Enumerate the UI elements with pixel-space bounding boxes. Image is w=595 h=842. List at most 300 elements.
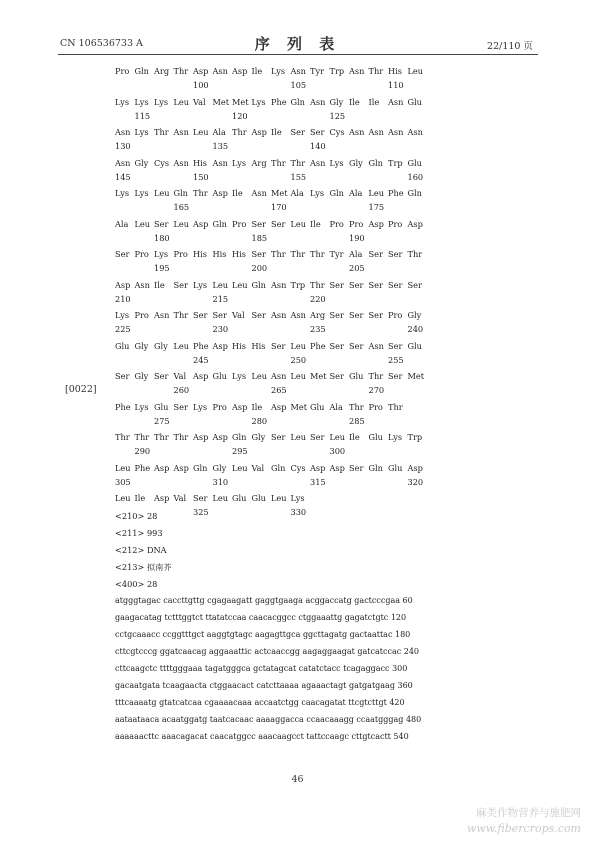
- residue: Asn: [310, 96, 326, 107]
- residue: Phe: [193, 340, 209, 351]
- residue: Ser: [193, 493, 208, 503]
- position-number: 220: [310, 293, 326, 304]
- residue: Met: [212, 96, 230, 107]
- residue: Ser: [310, 432, 325, 442]
- position-number: 190: [349, 232, 365, 243]
- residue: Glu: [115, 340, 130, 351]
- residue: Pro: [388, 310, 403, 320]
- residue: Thr: [310, 279, 325, 290]
- residue: Cys: [154, 157, 170, 168]
- residue: Asp: [115, 279, 131, 290]
- position-number: 170: [271, 202, 287, 212]
- residue: Pro: [388, 218, 403, 229]
- residue: Ile: [154, 279, 165, 290]
- position-number: 155: [290, 171, 307, 182]
- residue: His: [251, 340, 266, 351]
- residue: Asn: [368, 127, 384, 137]
- residue: Asp: [251, 127, 267, 137]
- residue: Thr: [290, 157, 306, 168]
- residue: Asn: [349, 127, 365, 137]
- seq-meta-212: <212> DNA: [115, 545, 167, 555]
- residue: Lys: [115, 96, 130, 107]
- residue: Tyr: [310, 66, 325, 76]
- residue: Thr: [173, 310, 189, 320]
- residue: Val: [173, 371, 187, 381]
- dna-line: gaagacatag tctttggtct ttatatccaa caacacggcc ctggaaattg gagatctgtc 120: [115, 613, 407, 622]
- residue: Pro: [212, 401, 227, 412]
- residue: Asn: [212, 66, 228, 76]
- residue: Ser: [115, 249, 130, 259]
- residue: Leu: [329, 432, 346, 442]
- residue: Thr: [154, 127, 169, 137]
- residue: Ser: [368, 279, 383, 290]
- page-title: 序 列 表: [254, 35, 341, 53]
- residue: Lys: [232, 371, 247, 381]
- residue: Arg: [310, 310, 326, 320]
- residue: Leu: [134, 218, 151, 229]
- residue: Thr: [407, 249, 423, 259]
- position-number: 310: [212, 476, 229, 487]
- residue: Ser: [154, 218, 169, 229]
- residue: Gln: [232, 432, 247, 442]
- residue: Glu: [212, 371, 227, 381]
- residue: Asp: [232, 401, 248, 412]
- position-number: 125: [329, 110, 346, 121]
- residue: Ser: [329, 310, 344, 320]
- position-number: 285: [349, 415, 365, 426]
- residue: Ile: [368, 96, 380, 107]
- residue: Asn: [173, 157, 189, 168]
- residue: Ala: [212, 127, 226, 137]
- position-number: 160: [407, 171, 424, 182]
- dna-line: cttcaagctc ttttgggaaa tagatgggca gctatagcat catatctacc tcagaggacc 300: [115, 664, 408, 673]
- residue: Ser: [251, 310, 266, 320]
- residue: Arg: [154, 66, 170, 76]
- residue: Lys: [134, 96, 149, 107]
- position-number: 195: [154, 263, 170, 273]
- residue: Pro: [134, 310, 149, 320]
- dna-line: aataataaca acaatggatg taatcacaac aaaaggacca ccaacaaagg ccaatgggag 480: [115, 715, 422, 724]
- residue: Asn: [310, 157, 326, 168]
- residue: His: [388, 66, 402, 76]
- residue: Gly: [134, 157, 149, 168]
- position-number: 210: [115, 293, 131, 304]
- residue: Gln: [212, 218, 227, 229]
- position-number: 240: [407, 324, 424, 334]
- residue: Asn: [271, 279, 287, 290]
- residue: Gln: [368, 462, 383, 473]
- residue: Thr: [368, 66, 384, 76]
- residue: Thr: [154, 432, 169, 442]
- position-number: 270: [368, 385, 385, 395]
- residue: Asn: [271, 371, 287, 381]
- position-number: 205: [349, 263, 365, 273]
- residue: Leu: [173, 218, 190, 229]
- seq-meta-400: <400> 28: [115, 579, 158, 589]
- residue: Ser: [115, 371, 130, 381]
- residue: Ala: [290, 188, 304, 198]
- residue: Asn: [115, 127, 131, 137]
- residue: Ser: [368, 310, 383, 320]
- residue: Pro: [173, 249, 188, 259]
- residue: Cys: [290, 462, 306, 473]
- residue: Leu: [251, 371, 268, 381]
- residue: Thr: [115, 432, 130, 442]
- residue: Lys: [290, 493, 305, 503]
- position-number: 235: [310, 324, 326, 334]
- residue: Ser: [271, 218, 286, 229]
- residue: Pro: [349, 218, 364, 229]
- residue: Lys: [154, 96, 169, 107]
- residue: Met: [407, 371, 425, 381]
- position-number: 320: [407, 476, 424, 487]
- residue: Pro: [329, 218, 344, 229]
- residue: Asn: [368, 340, 384, 351]
- residue: Leu: [193, 127, 209, 137]
- residue: His: [232, 249, 246, 259]
- residue: Asp: [407, 218, 423, 229]
- position-number: 140: [310, 141, 326, 151]
- residue: Val: [232, 310, 245, 320]
- residue: Pro: [134, 249, 149, 259]
- residue: Glu: [407, 157, 422, 168]
- residue: Asp: [154, 493, 170, 503]
- residue: His: [232, 340, 246, 351]
- residue: Glu: [251, 493, 266, 503]
- residue: Gln: [173, 188, 188, 198]
- residue: Met: [290, 401, 308, 412]
- position-number: 115: [134, 110, 151, 121]
- position-number: 330: [290, 507, 307, 517]
- residue: Trp: [407, 432, 423, 442]
- watermark: [467, 805, 581, 837]
- residue: Asp: [329, 462, 345, 473]
- residue: Asn: [388, 96, 404, 107]
- residue: Ile: [271, 127, 282, 137]
- residue: Ser: [329, 279, 344, 290]
- residue: Asp: [193, 432, 209, 442]
- residue: Asn: [154, 310, 170, 320]
- residue: Gly: [329, 96, 344, 107]
- residue: Phe: [310, 340, 326, 351]
- residue: Ile: [310, 218, 321, 229]
- residue: Gly: [134, 340, 149, 351]
- residue: Asp: [368, 218, 384, 229]
- residue: Ser: [388, 371, 403, 381]
- residue: Leu: [290, 432, 307, 442]
- residue: Thr: [134, 432, 150, 442]
- residue: Val: [173, 493, 187, 503]
- dna-line: cttcgtcccg ggatcaacag aggaaattic actcaaccgg aagaggaagat gatcatccac 240: [115, 647, 420, 656]
- residue: Leu: [290, 340, 307, 351]
- residue: Asp: [310, 462, 326, 473]
- dna-line: tttcaaaatg gtatcatcaa cgaaaacaaa accaatctgg caacagatat ttcgtcttgt 420: [115, 698, 405, 707]
- residue: Thr: [290, 249, 306, 259]
- position-number: 150: [193, 171, 209, 182]
- residue: Leu: [232, 462, 248, 473]
- residue: Gln: [368, 157, 383, 168]
- residue: Ser: [368, 249, 383, 259]
- residue: Lys: [134, 401, 149, 412]
- position-number: 315: [310, 476, 326, 487]
- position-number: 245: [193, 354, 209, 365]
- residue: Cys: [329, 127, 345, 137]
- residue: Ser: [290, 127, 305, 137]
- residue: Glu: [349, 371, 364, 381]
- residue: Ser: [251, 218, 266, 229]
- residue: Met: [232, 96, 249, 107]
- residue: Trp: [290, 279, 306, 290]
- residue: Gln: [290, 96, 305, 107]
- residue: Asn: [173, 127, 189, 137]
- residue: Lys: [154, 249, 169, 259]
- position-number: 180: [154, 232, 170, 243]
- residue: Ser: [251, 249, 266, 259]
- position-number: 215: [212, 293, 229, 304]
- position-number: 275: [154, 415, 170, 426]
- residue: Thr: [368, 371, 384, 381]
- residue: Leu: [115, 462, 131, 473]
- residue: Asp: [212, 340, 228, 351]
- position-number: 145: [115, 171, 131, 182]
- residue: Asp: [173, 462, 189, 473]
- seq-meta-213: <213> 拟南芥: [115, 562, 172, 572]
- residue: Thr: [310, 249, 325, 259]
- position-number: 230: [212, 324, 229, 334]
- watermark-text: 麻类作物营养与施肥网: [476, 807, 581, 819]
- dna-line: cctgcaaacc ccggtttgct aaggtgtagc aagagttgca ggcttagatg gactaattac 180: [115, 630, 411, 639]
- position-number: 110: [388, 80, 404, 90]
- residue: Gln: [251, 279, 266, 290]
- residue: Glu: [310, 401, 325, 412]
- residue: Ala: [329, 401, 343, 412]
- residue: Tyr: [329, 249, 344, 259]
- residue: Asn: [290, 310, 306, 320]
- residue: Arg: [251, 157, 267, 168]
- residue: Gln: [407, 188, 422, 198]
- residue: Met: [310, 371, 327, 381]
- residue: Phe: [115, 401, 131, 412]
- position-number: 255: [388, 354, 404, 365]
- residue: Ile: [232, 188, 243, 198]
- position-number: 250: [290, 354, 307, 365]
- residue: Ser: [349, 279, 364, 290]
- residue: Ser: [349, 340, 364, 351]
- residue: Asn: [212, 157, 228, 168]
- residue: Gly: [349, 157, 363, 168]
- residue: Lys: [271, 66, 286, 76]
- position-number: 105: [290, 80, 307, 90]
- residue: Thr: [271, 249, 286, 259]
- residue: Leu: [115, 493, 131, 503]
- residue: Thr: [232, 127, 247, 137]
- residue: Gln: [329, 188, 344, 198]
- residue: Thr: [388, 401, 403, 412]
- seq-meta-211: <211> 993: [115, 528, 163, 538]
- position-number: 165: [173, 202, 190, 212]
- residue: Leu: [368, 188, 385, 198]
- residue: Phe: [388, 188, 404, 198]
- residue: Asp: [212, 188, 228, 198]
- residue: Leu: [173, 340, 190, 351]
- residue: Thr: [173, 66, 189, 76]
- position-number: 290: [134, 446, 151, 456]
- position-number: 130: [115, 141, 131, 151]
- residue: Ile: [134, 493, 146, 503]
- position-number: 200: [251, 263, 268, 273]
- residue: Asp: [271, 401, 287, 412]
- position-number: 175: [368, 202, 385, 212]
- residue: Asp: [407, 462, 423, 473]
- residue: Lys: [115, 310, 130, 320]
- residue: Leu: [173, 96, 190, 107]
- residue: Ser: [407, 279, 422, 290]
- dna-line: aaaaaacttc aaacagacat caacatggcc aaacaagcct tattccaagc cttgtcactt 540: [115, 732, 409, 741]
- residue: Gly: [134, 371, 149, 381]
- position-number: 295: [232, 446, 248, 456]
- residue: Ala: [115, 218, 129, 229]
- residue: Thr: [271, 157, 286, 168]
- residue: Met: [271, 188, 288, 198]
- residue: Asp: [232, 66, 248, 76]
- residue: Gln: [271, 462, 286, 473]
- residue: Asn: [407, 127, 423, 137]
- page-number: 46: [291, 774, 304, 785]
- residue: Ser: [388, 279, 403, 290]
- dna-line: atgggtagac caccttgttg cgagaagatt gaggtgaaga acggaccatg gactcccgaa 60: [115, 596, 413, 605]
- page-indicator: 22/110 页: [487, 41, 533, 52]
- residue: Glu: [407, 340, 422, 351]
- residue: Gly: [212, 462, 227, 473]
- residue: Lys: [193, 401, 208, 412]
- position-number: 325: [193, 507, 209, 517]
- residue: Glu: [368, 432, 383, 442]
- residue: Thr: [349, 401, 364, 412]
- residue: Gly: [154, 340, 168, 351]
- residue: Ala: [349, 188, 363, 198]
- residue: Asn: [388, 127, 404, 137]
- residue: Lys: [251, 96, 266, 107]
- residue: Lys: [193, 279, 208, 290]
- residue: Ser: [271, 432, 286, 442]
- residue: Ser: [349, 462, 364, 473]
- residue: Val: [251, 462, 265, 473]
- residue: Ser: [310, 127, 325, 137]
- position-number: 225: [115, 324, 131, 334]
- residue: Ser: [154, 371, 169, 381]
- residue: Leu: [232, 279, 248, 290]
- residue: Ile: [251, 401, 263, 412]
- residue: Asp: [193, 371, 209, 381]
- residue: Glu: [232, 493, 247, 503]
- residue: Trp: [388, 157, 403, 168]
- residue: Val: [193, 96, 206, 107]
- residue: Lys: [388, 432, 403, 442]
- header-rule: [58, 54, 538, 55]
- position-number: 260: [173, 385, 190, 395]
- residue: Asn: [290, 66, 306, 76]
- residue: Pro: [368, 401, 383, 412]
- residue: Thr: [193, 188, 208, 198]
- residue: Leu: [154, 188, 170, 198]
- residue: Ser: [329, 340, 344, 351]
- seq-meta-210: <210> 28: [115, 511, 158, 521]
- residue: Asp: [193, 66, 209, 76]
- position-number: 265: [271, 385, 287, 395]
- residue: Leu: [290, 371, 307, 381]
- residue: Ser: [388, 340, 403, 351]
- residue: Trp: [329, 66, 345, 76]
- residue: His: [193, 249, 207, 259]
- residue: His: [212, 249, 227, 259]
- residue: Ser: [212, 310, 227, 320]
- residue: Ser: [271, 340, 286, 351]
- residue: Asn: [134, 279, 150, 290]
- residue: Ala: [349, 249, 363, 259]
- position-number: 120: [232, 110, 248, 121]
- position-number: 100: [193, 80, 209, 90]
- residue: His: [193, 157, 207, 168]
- position-number: 185: [251, 232, 268, 243]
- residue: Lys: [310, 188, 325, 198]
- residue: Ile: [251, 66, 263, 76]
- residue: Lys: [115, 188, 130, 198]
- residue: Asp: [212, 432, 228, 442]
- residue: Ser: [329, 371, 344, 381]
- residue: Leu: [212, 493, 229, 503]
- residue: Leu: [407, 66, 424, 76]
- paragraph-number: [0022]: [65, 384, 97, 395]
- residue: Leu: [290, 218, 307, 229]
- residue: Pro: [232, 218, 247, 229]
- dna-line: gacaatgata tcaagaacta ctggaacact catcttaaaa agaaactagt gatgatgaag 360: [115, 681, 413, 690]
- residue: Asp: [154, 462, 170, 473]
- position-number: 135: [212, 141, 229, 151]
- residue: Asn: [115, 157, 131, 168]
- residue: Ser: [193, 310, 208, 320]
- residue: Gln: [193, 462, 208, 473]
- residue: Asn: [251, 188, 267, 198]
- residue: Thr: [173, 432, 189, 442]
- residue: Ser: [173, 401, 188, 412]
- residue: Phe: [134, 462, 151, 473]
- residue: Gly: [407, 310, 422, 320]
- residue: Ser: [388, 249, 403, 259]
- residue: Leu: [271, 493, 287, 503]
- residue: Gly: [251, 432, 266, 442]
- watermark-url: www.fibercrops.com: [466, 822, 581, 835]
- residue: Ser: [173, 279, 188, 290]
- residue: Leu: [212, 279, 229, 290]
- residue: Glu: [154, 401, 169, 412]
- position-number: 280: [251, 415, 268, 426]
- residue: Asn: [349, 66, 365, 76]
- residue: Glu: [407, 96, 422, 107]
- residue: Lys: [232, 157, 247, 168]
- residue: Glu: [388, 462, 403, 473]
- residue: Lys: [134, 188, 149, 198]
- residue: Ser: [349, 310, 364, 320]
- residue: Asp: [193, 218, 209, 229]
- position-number: 305: [115, 476, 131, 487]
- residue: Gln: [134, 66, 149, 76]
- residue: Lys: [134, 127, 149, 137]
- residue: Asn: [271, 310, 287, 320]
- residue: Lys: [329, 157, 344, 168]
- residue: Ile: [349, 96, 360, 107]
- residue: Phe: [271, 96, 287, 107]
- residue: Pro: [115, 66, 130, 76]
